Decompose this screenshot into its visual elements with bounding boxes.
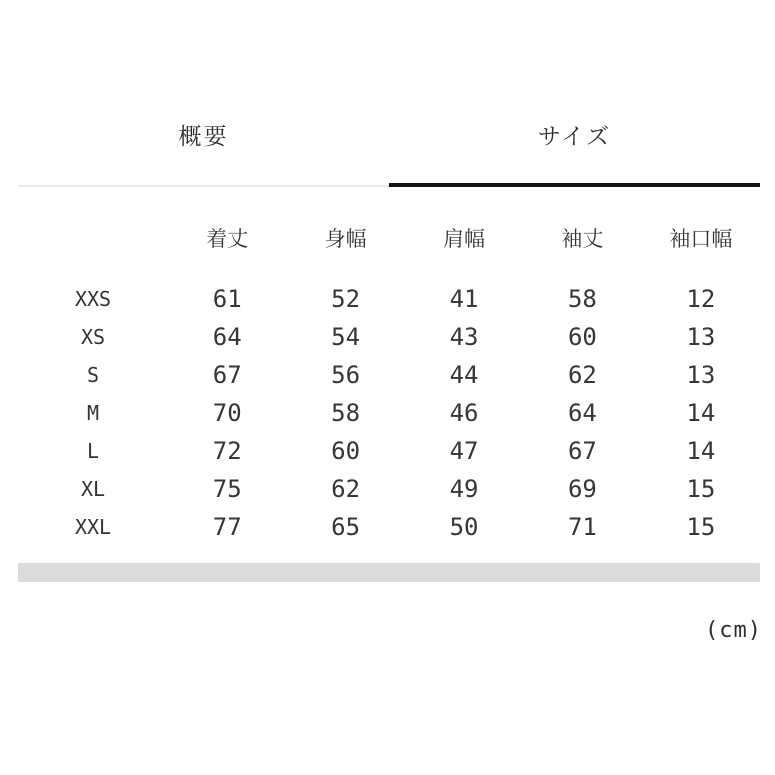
- table-cell: 60: [331, 437, 361, 465]
- table-cell: 54: [331, 323, 361, 351]
- size-label: L: [86, 439, 100, 463]
- table-cell: 49: [449, 475, 479, 503]
- table-cell: 65: [331, 513, 361, 541]
- unit-label: (cm): [705, 618, 762, 643]
- table-cell: 41: [449, 285, 479, 313]
- table-cell: 50: [449, 513, 479, 541]
- table-cell: 67: [212, 361, 242, 389]
- horizontal-scrollbar[interactable]: [18, 563, 760, 582]
- table-cell: 46: [449, 399, 479, 427]
- tab-overview-label: 概要: [178, 124, 229, 150]
- table-header-row: [18, 222, 760, 256]
- column-header-sleeve-length: 袖丈: [561, 227, 604, 251]
- table-cell: 14: [686, 437, 716, 465]
- table-cell: 52: [331, 285, 361, 313]
- table-row: [18, 356, 760, 394]
- tab-bar: [18, 120, 760, 187]
- table-cell: 72: [212, 437, 242, 465]
- table-cell: 44: [449, 361, 479, 389]
- table-cell: 64: [567, 399, 597, 427]
- table-cell: 14: [686, 399, 716, 427]
- size-label: XXS: [74, 287, 112, 311]
- table-cell: 15: [686, 475, 716, 503]
- table-cell: 69: [567, 475, 597, 503]
- table-cell: 13: [686, 361, 716, 389]
- table-cell: 13: [686, 323, 716, 351]
- table-cell: 62: [567, 361, 597, 389]
- header-size-spacer: [18, 222, 168, 256]
- tab-size[interactable]: [389, 120, 760, 187]
- tab-overview[interactable]: [18, 120, 389, 187]
- table-row: [18, 394, 760, 432]
- table-cell: 12: [686, 285, 716, 313]
- size-table: [18, 222, 760, 546]
- table-row: [18, 318, 760, 356]
- table-cell: 43: [449, 323, 479, 351]
- table-cell: 77: [212, 513, 242, 541]
- column-header-cuff-width: 袖口幅: [669, 227, 733, 251]
- table-row: [18, 508, 760, 546]
- table-cell: 60: [567, 323, 597, 351]
- table-row: [18, 470, 760, 508]
- table-cell: 56: [331, 361, 361, 389]
- table-cell: 75: [212, 475, 242, 503]
- table-cell: 58: [331, 399, 361, 427]
- table-cell: 58: [567, 285, 597, 313]
- size-label: XL: [80, 477, 106, 501]
- table-cell: 67: [567, 437, 597, 465]
- size-label: XXL: [74, 515, 112, 539]
- table-cell: 71: [567, 513, 597, 541]
- table-cell: 47: [449, 437, 479, 465]
- size-label: XS: [80, 325, 106, 349]
- column-header-body-width: 身幅: [324, 227, 367, 251]
- column-header-shoulder-width: 肩幅: [443, 227, 486, 251]
- table-cell: 61: [212, 285, 242, 313]
- table-cell: 62: [331, 475, 361, 503]
- table-cell: 15: [686, 513, 716, 541]
- table-row: [18, 280, 760, 318]
- table-cell: 70: [212, 399, 242, 427]
- table-row: [18, 432, 760, 470]
- tab-size-label: サイズ: [537, 124, 612, 150]
- size-label: M: [86, 401, 100, 425]
- size-label: S: [86, 363, 100, 387]
- table-cell: 64: [212, 323, 242, 351]
- column-header-body-length: 着丈: [206, 227, 249, 251]
